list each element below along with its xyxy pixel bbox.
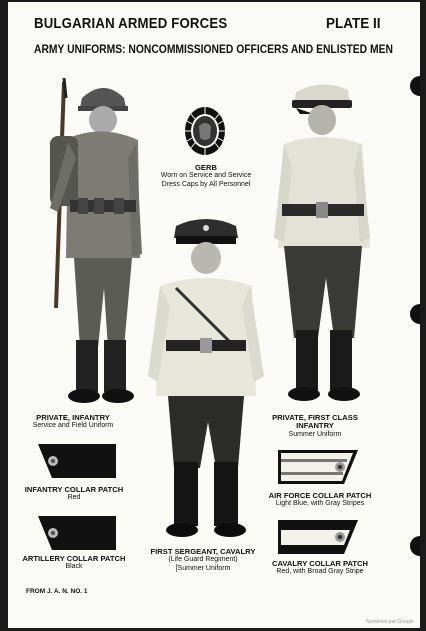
private-infantry-title: PRIVATE, INFANTRY xyxy=(36,413,110,422)
artillery-patch-color: Black xyxy=(65,563,83,571)
artillery-patch-title: ARTILLERY COLLAR PATCH xyxy=(22,554,126,563)
private-infantry-caption xyxy=(18,414,128,431)
private-infantry-figure xyxy=(28,78,144,410)
infantry-patch-title: INFANTRY COLLAR PATCH xyxy=(24,485,124,494)
plate-page xyxy=(8,2,420,628)
binder-hole-1 xyxy=(410,76,420,96)
cavalry-patch-title: CAVALRY COLLAR PATCH xyxy=(271,559,369,568)
gerb-caption xyxy=(150,164,262,189)
scan-credit: Numérisé par Google xyxy=(366,619,414,625)
page-title: BULGARIAN ARMED FORCES xyxy=(34,15,228,32)
source-footer: FROM J. A. N. NO. 1 xyxy=(26,588,88,595)
binder-hole-3 xyxy=(410,536,420,556)
gerb-line-1: Worn on Service and Service xyxy=(160,172,252,180)
first-sergeant-title: FIRST SERGEANT, CAVALRY xyxy=(150,547,256,556)
first-sergeant-line-1: (Life Guard Regiment) xyxy=(168,556,238,564)
private-first-class-caption xyxy=(260,414,370,439)
binder-hole-2 xyxy=(410,304,420,324)
private-infantry-line-1: Service and Field Uniform xyxy=(32,422,114,430)
cavalry-patch-color: Red, with Broad Gray Stripe xyxy=(276,568,364,576)
private-first-class-title: PRIVATE, FIRST CLASS xyxy=(272,413,358,422)
plate-number: PLATE II xyxy=(326,15,381,32)
air-force-patch-caption xyxy=(258,492,382,509)
first-sergeant-line-2: [Summer Uniform xyxy=(175,564,231,572)
artillery-collar-patch xyxy=(36,514,118,552)
page-subtitle: ARMY UNIFORMS: NONCOMMISSIONED OFFICERS AND ENLISTED MEN xyxy=(34,42,393,56)
first-sergeant-cavalry-figure xyxy=(146,212,266,544)
air-force-collar-patch xyxy=(276,448,360,486)
private-first-class-line-1: INFANTRY xyxy=(296,421,334,431)
first-sergeant-caption xyxy=(138,548,268,573)
private-first-class-figure xyxy=(270,78,374,410)
cavalry-collar-patch xyxy=(276,518,360,556)
infantry-collar-patch xyxy=(36,442,118,480)
artillery-patch-caption xyxy=(18,555,130,572)
air-force-patch-title: AIR FORCE COLLAR PATCH xyxy=(268,491,372,500)
air-force-patch-color: Light Blue, with Gray Stripes xyxy=(275,500,365,508)
gerb-line-2: Dress Caps by All Personnel xyxy=(161,180,251,188)
infantry-patch-caption xyxy=(18,486,130,503)
gerb-cap-badge-icon xyxy=(184,106,226,156)
gerb-title: GERB xyxy=(195,163,217,172)
cavalry-patch-caption xyxy=(258,560,382,577)
infantry-patch-color: Red xyxy=(67,494,81,502)
private-first-class-line-2: Summer Uniform xyxy=(288,430,342,438)
